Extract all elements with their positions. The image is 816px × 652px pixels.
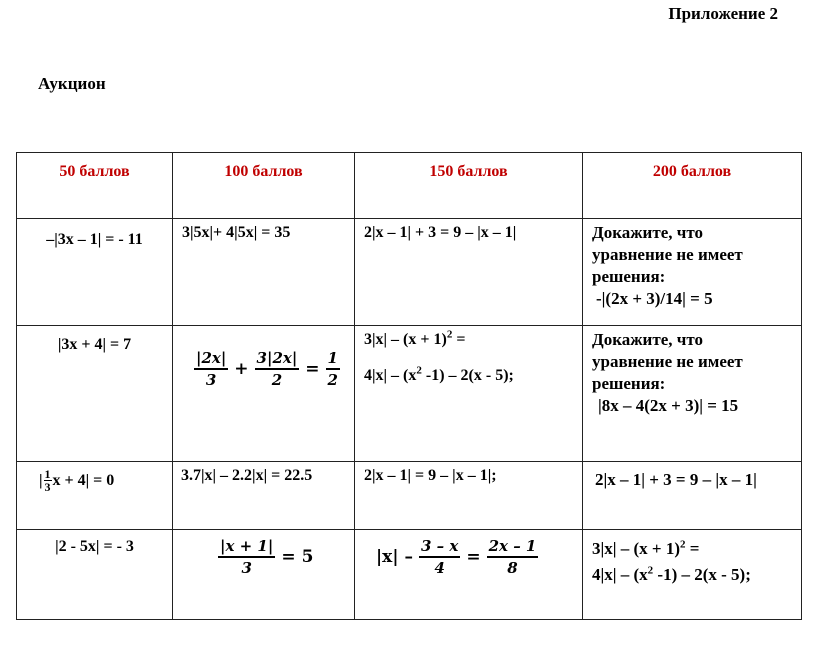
task-100-2: $\frac{|2x|}{3}$ + $\frac{3|2x|}{2}$ = $\frac{1}{2}$ xyxy=(173,326,355,462)
header-row xyxy=(17,153,802,219)
task-150-1: 2|x – 1| + 3 = 9 – |x – 1| xyxy=(355,219,583,326)
fraction: $\frac{|2x|}{3}$ xyxy=(196,349,227,389)
fraction: $\frac{3 - x}{4}$ xyxy=(421,537,459,577)
task-200-2: Докажите, что уравнение не имеет решения: |8x – 4(2x + 3)| = 15 xyxy=(583,326,802,462)
task-150-3: 2|x – 1| = 9 – |x – 1|; xyxy=(355,462,583,530)
task-200-3: 2|x – 1| + 3 = 9 – |x – 1| xyxy=(583,462,802,530)
task-100-3: 3.7|x| – 2.2|x| = 22.5 xyxy=(173,462,355,530)
task-150-4: |x| – $\frac{3 - x}{4}$ = $\frac{2x - 1}{8}$ xyxy=(355,530,583,620)
task-50-3: | $\frac{1}{3}$ x + 4| = 0 xyxy=(17,462,173,530)
appendix-label: Приложение 2 xyxy=(668,4,778,23)
page-title: Аукцион xyxy=(38,74,106,93)
task-50-4: |2 - 5x| = - 3 xyxy=(17,530,173,620)
task-200-4: $3|x| - (x + 1)^2$ = $4|x| - (x^2$ -1) – 2(x - 5); xyxy=(583,530,802,620)
fraction: $\frac{1}{2}$ xyxy=(327,349,338,389)
fraction: $\frac{2x - 1}{8}$ xyxy=(488,537,537,577)
task-200-1: Докажите, что уравнение не имеет решения: -|(2x + 3)/14| = 5 xyxy=(583,219,802,326)
table-row xyxy=(17,462,802,530)
column-header-150: 150 баллов xyxy=(355,153,583,219)
fraction: $\frac{|x + 1|}{3}$ xyxy=(220,537,274,577)
task-50-1: –|3x – 1| = - 11 xyxy=(17,219,173,326)
table-row xyxy=(17,219,802,326)
task-50-2: |3x + 4| = 7 xyxy=(17,326,173,462)
table-row xyxy=(17,530,802,620)
task-100-1: 3|5x|+ 4|5x| = 35 xyxy=(173,219,355,326)
task-100-4: $\frac{|x + 1|}{3}$ = 5 xyxy=(173,530,355,620)
column-header-200: 200 баллов xyxy=(583,153,802,219)
task-150-2: $3|x| - (x + 1)^2$ = $4|x| - (x^2$ -1) – 2(x - 5); xyxy=(355,326,583,462)
column-header-50: 50 баллов xyxy=(17,153,173,219)
column-header-100: 100 баллов xyxy=(173,153,355,219)
fraction: $\frac{3|2x|}{2}$ xyxy=(256,349,298,389)
table-row xyxy=(17,326,802,462)
fraction: $\frac{1}{3}$ xyxy=(44,467,51,494)
auction-table xyxy=(16,152,802,620)
